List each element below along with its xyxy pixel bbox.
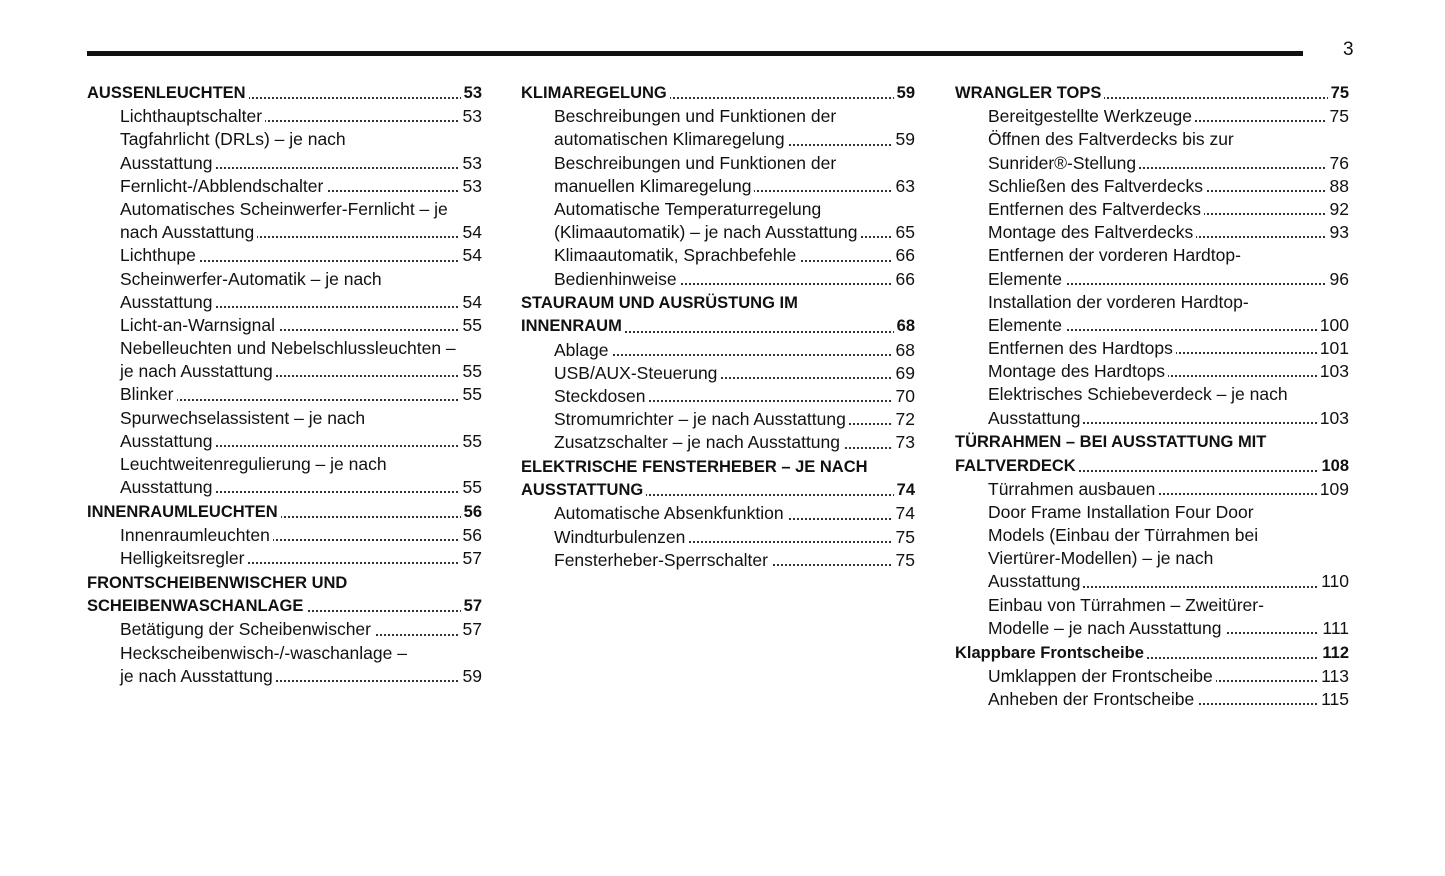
toc-entry-title: Door Frame Installation Four Door xyxy=(988,502,1257,522)
toc-entry-page: 55 xyxy=(460,476,482,499)
toc-heading[interactable] xyxy=(87,572,482,595)
toc-entry-title: Fernlicht-/Abblendschalter xyxy=(120,176,326,196)
toc-entry[interactable] xyxy=(521,385,915,408)
toc-entry[interactable] xyxy=(955,152,1349,175)
toc-entry[interactable] xyxy=(955,268,1349,291)
toc-entry-page: 111 xyxy=(1319,617,1349,640)
toc-entry-page: 108 xyxy=(1318,455,1349,478)
toc-entry-title: Ausstattung xyxy=(988,408,1083,428)
toc-entry-page: 103 xyxy=(1317,360,1349,383)
toc-entry-page: 55 xyxy=(460,360,482,383)
toc-entry-title: Automatische Absenkfunktion xyxy=(554,503,787,523)
toc-entry-page: 103 xyxy=(1317,407,1349,430)
toc-entry-page: 66 xyxy=(893,244,915,267)
toc-entry[interactable] xyxy=(955,337,1349,360)
toc-entry-page: 92 xyxy=(1327,198,1349,221)
toc-column-1 xyxy=(87,82,482,688)
toc-entry-title: INNENRAUM xyxy=(521,317,625,335)
toc-entry[interactable] xyxy=(955,221,1349,244)
toc-entry[interactable] xyxy=(521,152,915,175)
toc-entry-title: Öffnen des Faltverdecks bis zur xyxy=(988,129,1237,149)
toc-entry[interactable] xyxy=(521,526,915,549)
toc-entry-title: Tagfahrlicht (DRLs) – je nach xyxy=(120,129,349,149)
toc-entry[interactable] xyxy=(955,105,1349,128)
toc-entry[interactable] xyxy=(955,570,1349,593)
toc-entry-page: 115 xyxy=(1318,688,1349,711)
toc-entry[interactable] xyxy=(87,476,482,499)
toc-entry-title: Ausstattung xyxy=(120,292,215,312)
toc-entry-page: 74 xyxy=(894,479,915,502)
toc-heading[interactable] xyxy=(955,642,1349,665)
toc-entry-page: 68 xyxy=(894,315,915,338)
toc-entry-page: 72 xyxy=(893,408,915,431)
toc-entry-title: Zusatzschalter – je nach Ausstattung xyxy=(554,432,843,452)
toc-entry-page: 75 xyxy=(893,549,915,572)
toc-entry-page: 100 xyxy=(1317,314,1349,337)
toc-heading[interactable] xyxy=(87,501,482,524)
toc-entry-title: Stromumrichter – je nach Ausstattung xyxy=(554,409,849,429)
toc-entry-title: STAURAUM UND AUSRÜSTUNG IM xyxy=(521,294,801,312)
toc-entry-title: FRONTSCHEIBENWISCHER UND xyxy=(87,574,350,592)
toc-entry-page: 76 xyxy=(1327,152,1349,175)
toc-entry-page: 59 xyxy=(893,128,915,151)
toc-entry[interactable] xyxy=(87,244,482,267)
toc-entry[interactable] xyxy=(87,453,482,476)
toc-entry[interactable] xyxy=(87,337,482,360)
toc-entry-title: USB/AUX-Steuerung xyxy=(554,363,720,383)
toc-entry[interactable] xyxy=(521,268,915,291)
toc-entry-title: Klimaautomatik, Sprachbefehle xyxy=(554,245,799,265)
toc-entry-title: Automatisches Scheinwerfer-Fernlicht – je xyxy=(120,199,451,219)
toc-entry-title: Anheben der Frontscheibe xyxy=(988,689,1197,709)
toc-entry[interactable] xyxy=(521,339,915,362)
toc-entry[interactable] xyxy=(521,502,915,525)
toc-entry[interactable] xyxy=(955,594,1349,617)
toc-entry-page: 109 xyxy=(1317,478,1349,501)
toc-entry-page: 57 xyxy=(460,547,482,570)
toc-entry-title: AUSSTATTUNG xyxy=(521,481,646,499)
toc-entry[interactable] xyxy=(955,314,1349,337)
toc-heading[interactable] xyxy=(521,82,915,105)
toc-entry-title: Heckscheibenwisch-/-waschanlage – xyxy=(120,643,410,663)
toc-entry-title: INNENRAUMLEUCHTEN xyxy=(87,503,281,521)
toc-entry-title: Leuchtweitenregulierung – je nach xyxy=(120,454,390,474)
toc-entry-title: Ausstattung xyxy=(120,431,215,451)
toc-entry-title: Ausstattung xyxy=(120,477,215,497)
toc-entry[interactable] xyxy=(955,524,1349,547)
toc-entry-page: 112 xyxy=(1319,642,1349,665)
toc-entry-title: manuellen Klimaregelung xyxy=(554,176,754,196)
toc-heading[interactable] xyxy=(87,82,482,105)
toc-entry[interactable] xyxy=(521,362,915,385)
toc-entry[interactable] xyxy=(87,221,482,244)
toc-entry-page: 66 xyxy=(893,268,915,291)
toc-entry-title: Klappbare Frontscheibe xyxy=(955,644,1147,662)
toc-entry[interactable] xyxy=(87,291,482,314)
toc-entry[interactable] xyxy=(955,547,1349,570)
toc-entry[interactable] xyxy=(87,665,482,688)
toc-entry-page: 88 xyxy=(1327,175,1349,198)
toc-column-2 xyxy=(521,82,915,572)
toc-entry[interactable] xyxy=(521,128,915,151)
toc-entry-page: 56 xyxy=(461,501,482,524)
toc-entry-title: Türrahmen ausbauen xyxy=(988,479,1158,499)
toc-entry-title: Entfernen der vorderen Hardtop- xyxy=(988,245,1244,265)
toc-entry-page: 53 xyxy=(460,175,482,198)
toc-entry-title: nach Ausstattung xyxy=(120,222,257,242)
toc-entry-page: 70 xyxy=(893,385,915,408)
toc-entry[interactable] xyxy=(521,431,915,454)
toc-entry-title: Entfernen des Faltverdecks xyxy=(988,199,1204,219)
toc-entry[interactable] xyxy=(955,244,1349,267)
toc-entry-title: Licht-an-Warnsignal xyxy=(120,315,278,335)
toc-entry[interactable] xyxy=(955,688,1349,711)
page-number: 3 xyxy=(1343,39,1354,60)
toc-entry[interactable] xyxy=(521,198,915,221)
toc-entry-page: 55 xyxy=(460,314,482,337)
toc-entry-title: Entfernen des Hardtops xyxy=(988,338,1176,358)
toc-entry[interactable] xyxy=(87,128,482,151)
toc-entry-title: Ablage xyxy=(554,340,612,360)
toc-entry-title: (Klimaautomatik) – je nach Ausstattung xyxy=(554,222,861,242)
toc-entry-page: 75 xyxy=(1328,82,1349,105)
toc-entry-title: Fensterheber-Sperrschalter xyxy=(554,550,771,570)
toc-entry-title: Viertürer-Modellen) – je nach xyxy=(988,548,1216,568)
toc-entry-title: Blinker xyxy=(120,384,177,404)
toc-entry-page: 59 xyxy=(460,665,482,688)
toc-entry-title: Models (Einbau der Türrahmen bei xyxy=(988,525,1261,545)
toc-entry-page: 53 xyxy=(460,105,482,128)
toc-entry-title: Sunrider®-Stellung xyxy=(988,153,1139,173)
toc-entry-title: Montage des Faltverdecks xyxy=(988,222,1196,242)
toc-entry-page: 68 xyxy=(893,339,915,362)
toc-entry-title: automatischen Klimaregelung xyxy=(554,129,788,149)
toc-entry-title: Schließen des Faltverdecks xyxy=(988,176,1206,196)
toc-entry-title: Bedienhinweise xyxy=(554,269,680,289)
toc-entry[interactable] xyxy=(521,105,915,128)
toc-entry-title: Installation der vorderen Hardtop- xyxy=(988,292,1252,312)
toc-entry[interactable] xyxy=(955,478,1349,501)
toc-entry-page: 65 xyxy=(893,221,915,244)
toc-entry-page: 57 xyxy=(460,618,482,641)
toc-entry[interactable] xyxy=(521,221,915,244)
toc-entry-title: Nebelleuchten und Nebelschlussleuchten – xyxy=(120,338,459,358)
toc-entry-title: Lichthauptschalter xyxy=(120,106,265,126)
toc-heading[interactable] xyxy=(955,431,1349,454)
toc-entry-title: FALTVERDECK xyxy=(955,457,1079,475)
toc-entry-page: 75 xyxy=(893,526,915,549)
toc-entry-page: 53 xyxy=(460,152,482,175)
toc-heading[interactable] xyxy=(955,455,1349,478)
toc-entry-title: Spurwechselassistent – je nach xyxy=(120,408,368,428)
header-rule xyxy=(87,51,1303,56)
toc-entry-title: Windturbulenzen xyxy=(554,527,688,547)
toc-entry[interactable] xyxy=(87,152,482,175)
toc-entry[interactable] xyxy=(87,407,482,430)
toc-entry[interactable] xyxy=(87,383,482,406)
toc-entry-title: SCHEIBENWASCHANLAGE xyxy=(87,597,306,615)
toc-column-3 xyxy=(955,82,1349,711)
toc-entry-page: 55 xyxy=(460,383,482,406)
toc-entry-title: Elemente xyxy=(988,315,1065,335)
toc-heading[interactable] xyxy=(521,456,915,479)
toc-entry[interactable] xyxy=(87,314,482,337)
toc-entry-page: 53 xyxy=(461,82,482,105)
toc-entry[interactable] xyxy=(87,430,482,453)
toc-entry-page: 57 xyxy=(461,595,482,618)
toc-entry-page: 73 xyxy=(893,431,915,454)
toc-entry[interactable] xyxy=(521,175,915,198)
toc-heading[interactable] xyxy=(521,479,915,502)
toc-entry[interactable] xyxy=(955,198,1349,221)
toc-entry-title: Ausstattung xyxy=(120,153,215,173)
toc-entry[interactable] xyxy=(87,268,482,291)
toc-entry[interactable] xyxy=(955,407,1349,430)
toc-entry[interactable] xyxy=(955,617,1349,640)
toc-entry[interactable] xyxy=(955,501,1349,524)
toc-entry-title: Beschreibungen und Funktionen der xyxy=(554,153,839,173)
toc-entry-title: Innenraumleuchten xyxy=(120,525,273,545)
toc-entry-title: KLIMAREGELUNG xyxy=(521,84,670,102)
toc-entry-title: Elektrisches Schiebeverdeck – je nach xyxy=(988,384,1291,404)
toc-entry-title: Betätigung der Scheibenwischer xyxy=(120,619,374,639)
toc-entry-title: Ausstattung xyxy=(988,571,1083,591)
toc-entry[interactable] xyxy=(87,524,482,547)
toc-entry[interactable] xyxy=(955,175,1349,198)
toc-entry-title: Modelle – je nach Ausstattung xyxy=(988,618,1225,638)
toc-entry-title: Einbau von Türrahmen – Zweitürer- xyxy=(988,595,1267,615)
toc-entry[interactable] xyxy=(521,549,915,572)
toc-entry-page: 59 xyxy=(894,82,915,105)
toc-entry-title: Automatische Temperaturregelung xyxy=(554,199,824,219)
toc-entry[interactable] xyxy=(521,244,915,267)
toc-entry-title: Scheinwerfer-Automatik – je nach xyxy=(120,269,385,289)
toc-entry[interactable] xyxy=(955,383,1349,406)
toc-entry-title: Umklappen der Frontscheibe xyxy=(988,666,1216,686)
toc-entry-title: Lichthupe xyxy=(120,245,199,265)
toc-entry-title: Elemente xyxy=(988,269,1065,289)
toc-entry-title: Helligkeitsregler xyxy=(120,548,248,568)
toc-entry-page: 54 xyxy=(460,221,482,244)
toc-entry[interactable] xyxy=(955,665,1349,688)
toc-entry[interactable] xyxy=(87,642,482,665)
toc-entry-page: 56 xyxy=(460,524,482,547)
toc-heading[interactable] xyxy=(955,82,1349,105)
toc-heading[interactable] xyxy=(521,292,915,315)
toc-entry-page: 55 xyxy=(460,430,482,453)
toc-entry[interactable] xyxy=(87,175,482,198)
toc-heading[interactable] xyxy=(87,595,482,618)
toc-entry-page: 54 xyxy=(460,291,482,314)
toc-entry-page: 96 xyxy=(1327,268,1349,291)
toc-entry-title: Bereitgestellte Werkzeuge xyxy=(988,106,1195,126)
toc-entry-page: 93 xyxy=(1327,221,1349,244)
toc-entry[interactable] xyxy=(87,198,482,221)
toc-entry[interactable] xyxy=(87,360,482,383)
toc-entry-title: Beschreibungen und Funktionen der xyxy=(554,106,839,126)
toc-entry[interactable] xyxy=(955,128,1349,151)
toc-heading[interactable] xyxy=(521,315,915,338)
toc-entry-page: 69 xyxy=(893,362,915,385)
toc-entry-title: Steckdosen xyxy=(554,386,648,406)
toc-entry-title: TÜRRAHMEN – BEI AUSSTATTUNG MIT xyxy=(955,433,1269,451)
toc-entry-page: 54 xyxy=(460,244,482,267)
toc-entry-page: 75 xyxy=(1327,105,1349,128)
toc-entry-title: je nach Ausstattung xyxy=(120,666,276,686)
toc-entry-page: 101 xyxy=(1317,337,1349,360)
toc-entry[interactable] xyxy=(87,547,482,570)
toc-entry-title: WRANGLER TOPS xyxy=(955,84,1104,102)
toc-entry-title: ELEKTRISCHE FENSTERHEBER – JE NACH xyxy=(521,458,871,476)
toc-entry-title: Montage des Hardtops xyxy=(988,361,1168,381)
toc-entry[interactable] xyxy=(521,408,915,431)
toc-entry-title: je nach Ausstattung xyxy=(120,361,276,381)
toc-entry-page: 63 xyxy=(893,175,915,198)
toc-entry[interactable] xyxy=(87,618,482,641)
toc-entry[interactable] xyxy=(87,105,482,128)
toc-entry[interactable] xyxy=(955,291,1349,314)
toc-entry-page: 113 xyxy=(1318,665,1349,688)
toc-entry-page: 110 xyxy=(1318,570,1349,593)
toc-entry-page: 74 xyxy=(893,502,915,525)
toc-entry-title: AUSSENLEUCHTEN xyxy=(87,84,249,102)
toc-entry[interactable] xyxy=(955,360,1349,383)
